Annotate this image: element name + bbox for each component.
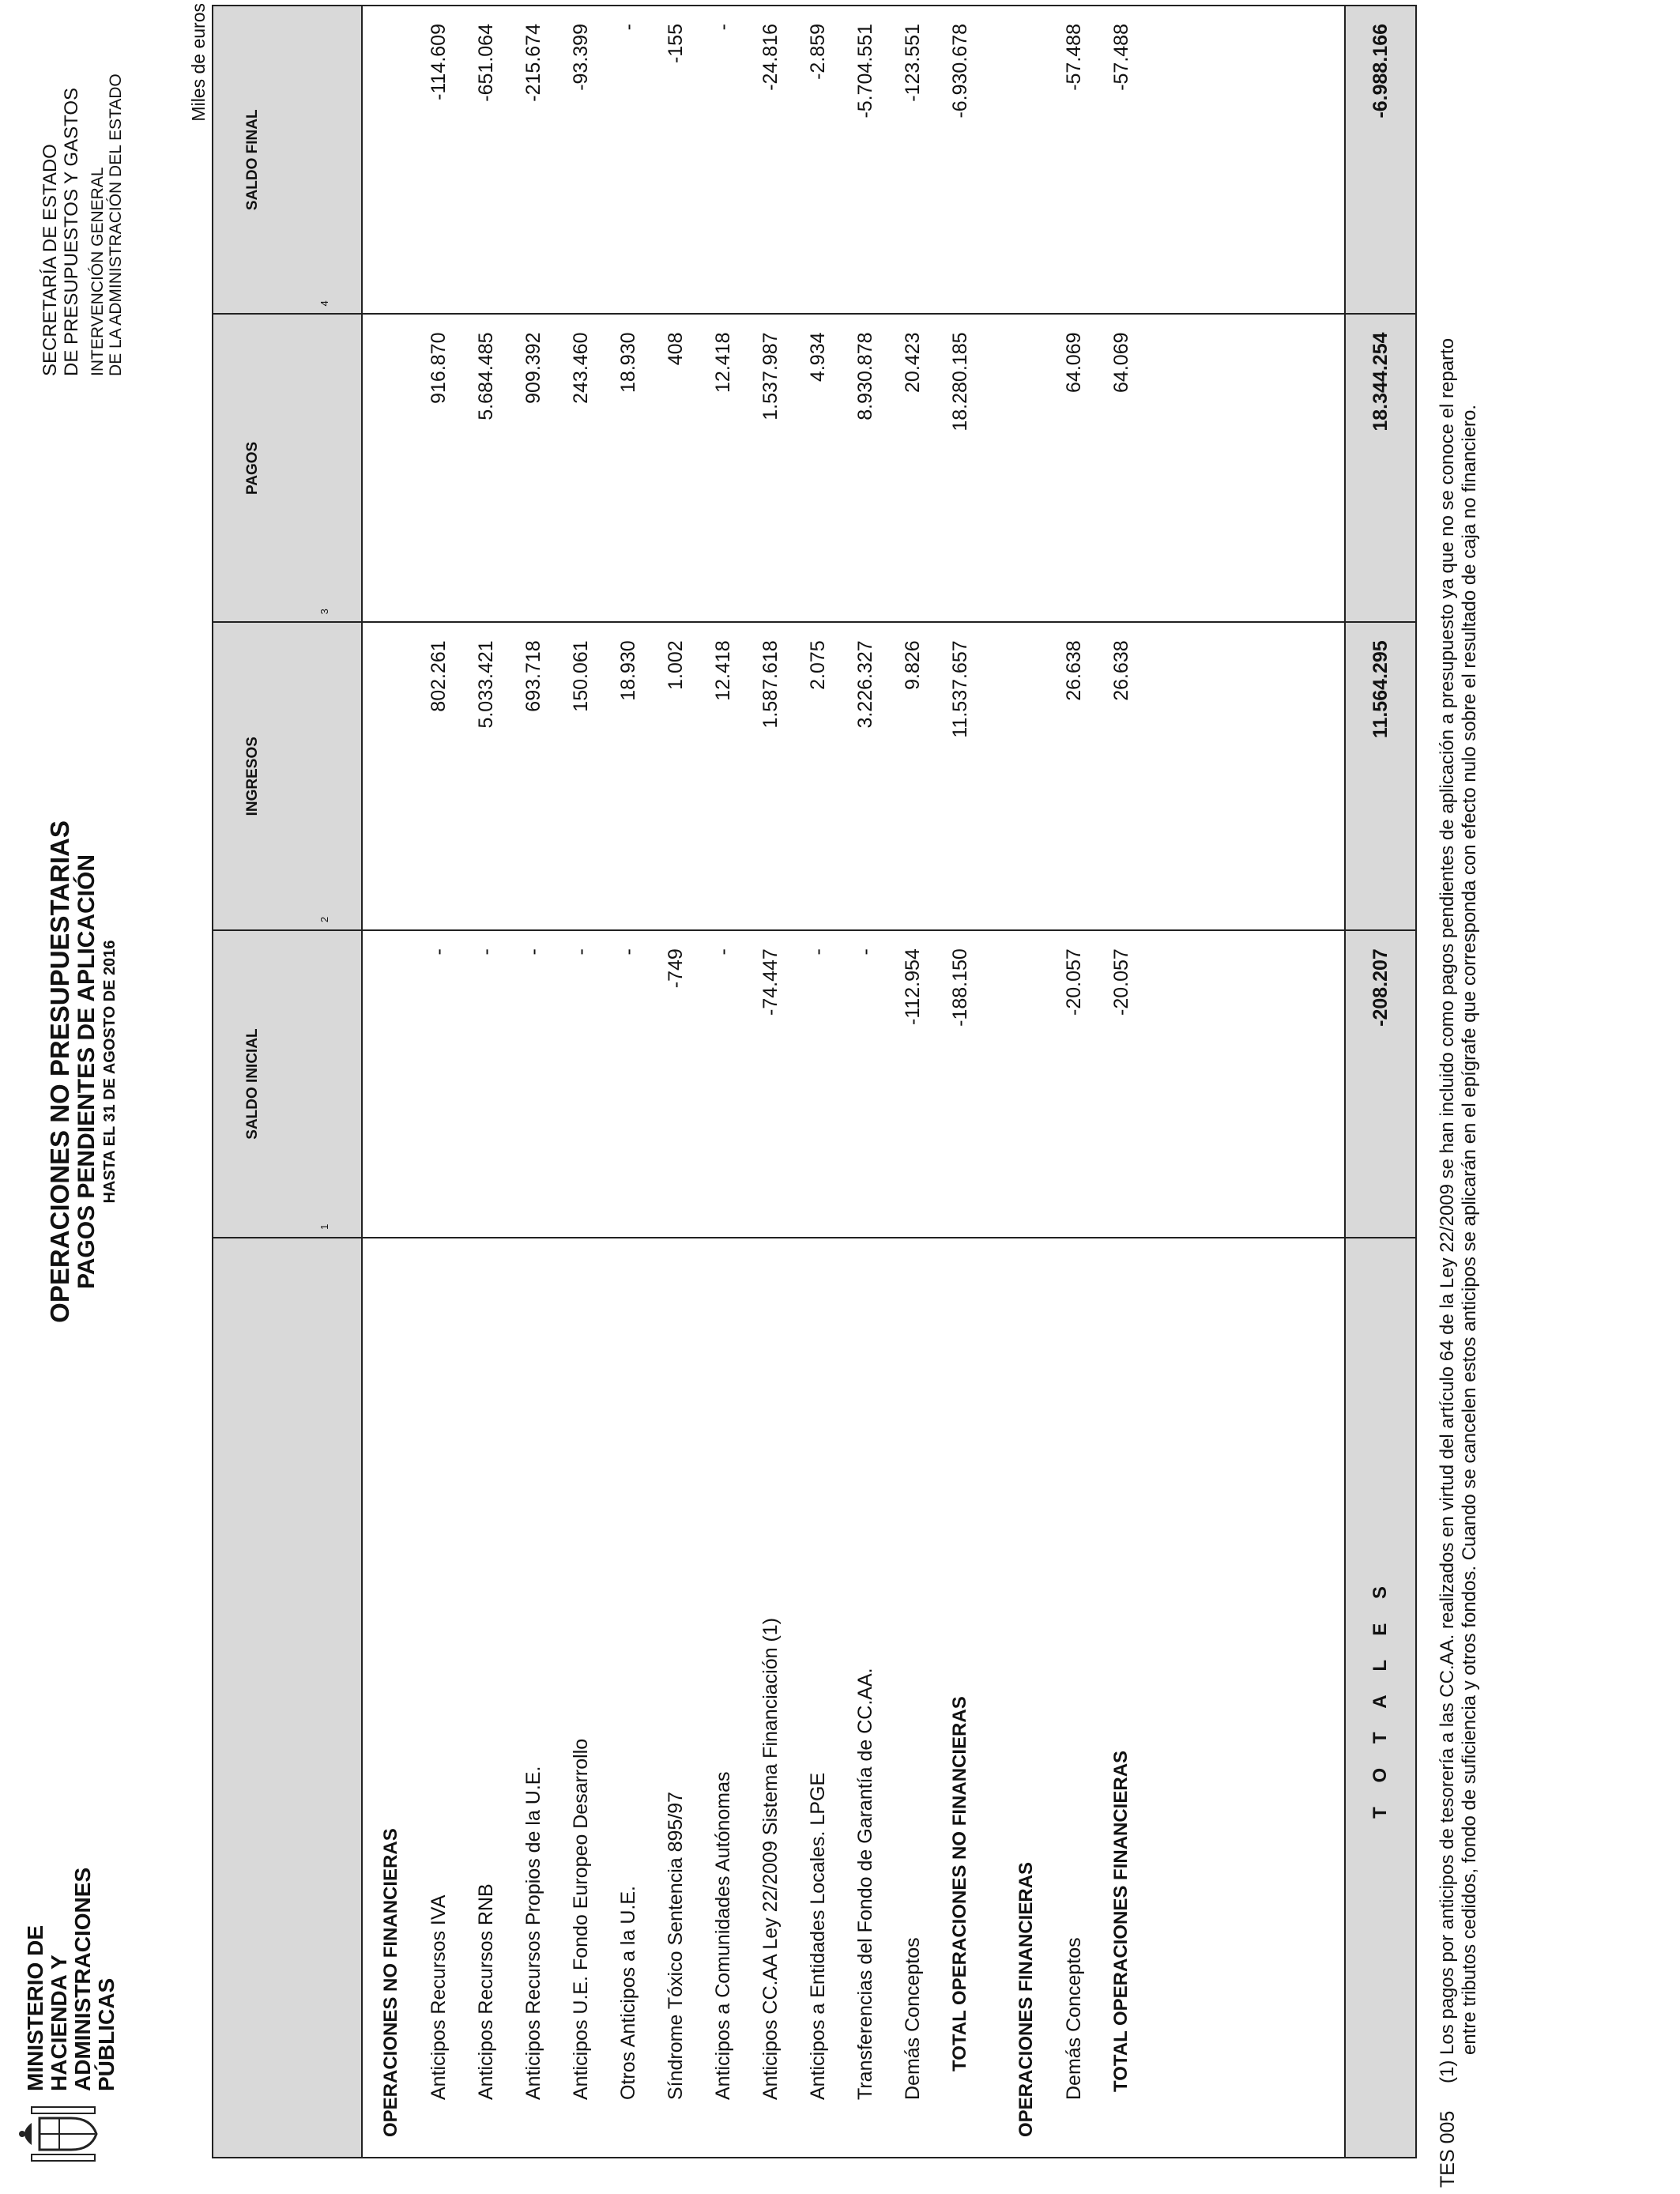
section-total-label: TOTAL OPERACIONES FINANCIERAS [1110,1750,1132,2092]
section-total-value: 64.069 [1110,332,1132,393]
row-value: -112.954 [902,948,924,1025]
row-value: -24.816 [759,24,782,91]
section-total-value: 26.638 [1110,640,1132,701]
section-total-value: -188.150 [949,948,971,1027]
row-value: -57.488 [1063,24,1085,91]
totals-label: T O T A L E S [1345,1238,1416,2158]
coat-of-arms-logo [16,2105,103,2162]
row-value: 9.826 [902,640,924,690]
row-label: Anticipos Recursos Propios de la U.E. [522,1766,544,2100]
total-saldo-inicial: -208.207 [1345,930,1416,1238]
row-value: -123.551 [902,24,924,102]
header-concept [213,1238,362,2158]
row-value: 26.638 [1063,640,1085,701]
row-value: -651.064 [475,24,497,102]
header-ingresos: INGRESOS 2 [213,622,362,930]
row-value: 2.075 [807,640,829,690]
row-value: 5.684.485 [475,332,497,420]
row-value: - [617,948,639,956]
row-value: -5.704.551 [854,24,876,119]
row-value: -74.447 [759,948,782,1016]
title-line-3: HASTA EL 31 DE AGOSTO DE 2016 [101,940,119,1204]
row-value: - [522,948,544,956]
row-value: - [854,948,876,956]
row-value: - [712,24,734,31]
section-spacer [1003,315,1050,622]
spacer [984,1238,1003,2157]
row-value: -2.859 [807,24,829,80]
report-title [46,819,120,1325]
row-label: Demás Conceptos [1063,1937,1085,2100]
row-value: - [807,948,829,956]
section-spacer [367,623,415,929]
row-value: - [428,948,450,956]
row-value: 1.537.987 [759,332,782,420]
spacer [984,623,1003,929]
section-total-value: -6.930.678 [949,24,971,119]
row-value: 4.934 [807,332,829,383]
section-total-label: TOTAL OPERACIONES NO FINANCIERAS [949,1696,970,2071]
concept-column [362,1238,1345,2158]
row-value: 12.418 [712,640,734,701]
row-value: 3.226.327 [854,640,876,729]
report-code: TES 005 [1437,2110,1459,2188]
table-header-row [213,6,362,2158]
units-label: Miles de euros [188,3,209,122]
row-value: 693.718 [522,640,544,712]
row-value: -20.057 [1063,948,1085,1016]
ministry-name: MINISTERIO DE HACIENDA Y ADMINISTRACIONES PÚBLICAS [23,1867,119,2091]
spacer [984,931,1003,1237]
pagos-column [362,315,1345,623]
section-spacer [367,315,415,622]
table-body-row [362,6,1345,2158]
row-value: - [570,948,592,956]
row-value: 5.033.421 [475,640,497,729]
row-label: Anticipos U.E. Fondo Europeo Desarrollo [570,1738,592,2100]
row-value: -215.674 [522,24,544,102]
row-label: Anticipos Recursos IVA [428,1894,450,2100]
saldo-final-column [362,6,1345,315]
total-ingresos: 11.564.295 [1345,622,1416,930]
row-value: - [475,948,497,956]
section-total-value: 18.280.185 [949,332,971,432]
row-label: Anticipos Recursos RNB [475,1883,497,2100]
saldo-inicial-column [362,930,1345,1238]
row-label: Anticipos a Entidades Locales. LPGE [807,1772,829,2100]
row-value: -93.399 [570,24,592,91]
total-saldo-final: -6.988.166 [1345,6,1416,315]
row-value: 916.870 [428,332,450,404]
section-total-value: 11.537.657 [949,640,971,738]
ingresos-column [362,622,1345,930]
spacer [984,6,1003,314]
totals-row [1345,6,1416,2158]
row-value: - [617,24,639,31]
footnote: (1) Los pagos por anticipos de tesorería a las CC.AA. realizados en virtud del artículo 64 de la Ley 22/2009 se han incluido como pagos pendientes de aplicación a presupuesto ya que no se conoce el reparto entre tributos cedidos, fondo de suficiencia y otros fondos. Cuando se cancelen estos anticipos se aplicarán en el epígrafe que corresponda con efecto nulo sobre el resultado de caja no financiero. [1437,337,1480,2083]
row-value: 909.392 [522,332,544,404]
section-spacer [367,6,415,314]
row-value: 408 [665,332,687,366]
row-value: -749 [665,948,687,989]
secretaria-header: SECRETARÍA DE ESTADO DE PRESUPUESTOS Y GASTOS INTERVENCIÓN GENERAL DE LA ADMINISTRACIÓN DEL ESTADO [40,74,125,376]
spacer [984,315,1003,622]
row-value: -155 [665,24,687,64]
row-label: Anticipos a Comunidades Autónomas [712,1771,734,2100]
section-total-value: -57.488 [1110,24,1132,91]
row-value: 12.418 [712,332,734,393]
section-total-value: -20.057 [1110,948,1132,1016]
row-label: Síndrome Tóxico Sentencia 895/97 [665,1791,687,2100]
row-value: 64.069 [1063,332,1085,393]
row-value: 150.061 [570,640,592,712]
header-saldo-inicial: SALDO INICIAL 1 [213,930,362,1238]
row-value: 1.002 [665,640,687,690]
row-value: 8.930.878 [854,332,876,420]
header-saldo-final: SALDO FINAL 4 [213,6,362,315]
row-value: - [712,948,734,956]
section-title: OPERACIONES FINANCIERAS [1015,1861,1037,2137]
row-label: Demás Conceptos [902,1937,924,2100]
row-value: 1.587.618 [759,640,782,729]
section-title: OPERACIONES NO FINANCIERAS [380,1828,401,2137]
section-spacer [1003,931,1050,1237]
row-label: Anticipos CC.AA Ley 22/2009 Sistema Financiación (1) [759,1617,782,2100]
row-value: 18.930 [617,332,639,393]
row-label: Otros Anticipos a la U.E. [617,1886,639,2100]
row-value: -114.609 [428,24,450,100]
section-spacer [1003,6,1050,314]
row-label: Transferencias del Fondo de Garantía de CC.AA. [854,1668,876,2100]
total-pagos: 18.344.254 [1345,315,1416,623]
data-table [212,5,1417,2158]
title-line-2: PAGOS PENDIENTES DE APLICACIÓN [73,854,100,1290]
row-value: 20.423 [902,332,924,393]
section-spacer [367,931,415,1237]
row-value: 18.930 [617,640,639,701]
title-line-1: OPERACIONES NO PRESUPUESTARIAS [45,820,74,1323]
section-spacer [1003,623,1050,929]
header-pagos: PAGOS 3 [213,315,362,623]
row-value: 243.460 [570,332,592,404]
row-value: 802.261 [428,640,450,712]
